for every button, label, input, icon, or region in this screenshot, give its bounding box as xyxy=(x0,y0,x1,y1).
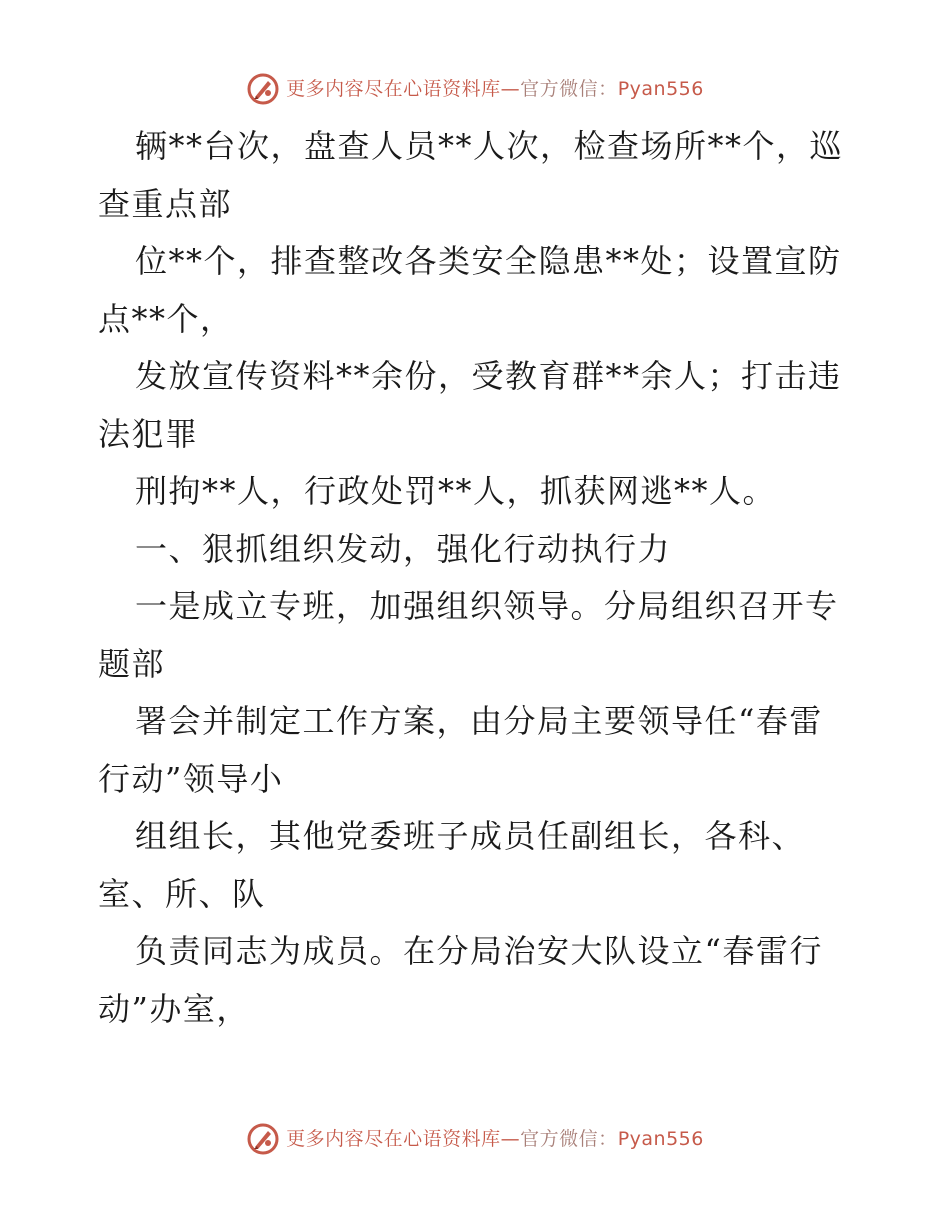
watermark-sub-text: 官方微信： xyxy=(520,78,618,100)
quill-pen-logo-icon xyxy=(246,1122,280,1156)
paragraph-line: 查重点部 xyxy=(98,184,233,223)
watermark-sub-text: 官方微信： xyxy=(520,1128,618,1150)
paragraph-line: 辆**台次，盘查人员**人次，检查场所**个，巡 xyxy=(135,127,844,165)
paragraph-line: 发放宣传资料**余份，受教育群**余人；打击违 xyxy=(135,357,842,395)
document-body xyxy=(98,118,858,1038)
paragraph-line: 室、所、队 xyxy=(98,874,266,913)
watermark-wechat-id: Pyan556 xyxy=(617,78,704,100)
paragraph-line: 一是成立专班，加强组织领导。分局组织召开专 xyxy=(135,587,839,625)
paragraph-line: 题部 xyxy=(98,644,166,683)
paragraph-line: 署会并制定工作方案，由分局主要领导任“春雷 xyxy=(135,702,823,740)
quill-pen-logo-icon xyxy=(246,72,280,106)
watermark-dash: — xyxy=(500,1128,521,1150)
paragraph-line: 组组长，其他党委班子成员任副组长，各科、 xyxy=(135,817,806,855)
section-heading: 一、狠抓组织发动，强化行动执行力 xyxy=(135,529,672,568)
paragraph-line: 位**个，排查整改各类安全隐患**处；设置宣防 xyxy=(135,242,842,280)
paragraph-line: 刑拘**人，行政处罚**人，抓获网逃**人。 xyxy=(135,472,777,510)
watermark-main-text: 更多内容尽在心语资料库 xyxy=(286,1128,501,1150)
paragraph-line: 负责同志为成员。在分局治安大队设立“春雷行 xyxy=(135,932,823,970)
paragraph-line: 动”办室， xyxy=(98,989,250,1028)
header-watermark xyxy=(0,72,950,106)
watermark-dash: — xyxy=(500,78,521,100)
paragraph-line: 行动”领导小 xyxy=(98,759,284,798)
watermark-main-text: 更多内容尽在心语资料库 xyxy=(286,78,501,100)
paragraph-line: 法犯罪 xyxy=(98,414,199,453)
watermark-wechat-id: Pyan556 xyxy=(617,1128,704,1150)
footer-watermark xyxy=(0,1122,950,1156)
paragraph-line: 点**个， xyxy=(98,299,234,338)
